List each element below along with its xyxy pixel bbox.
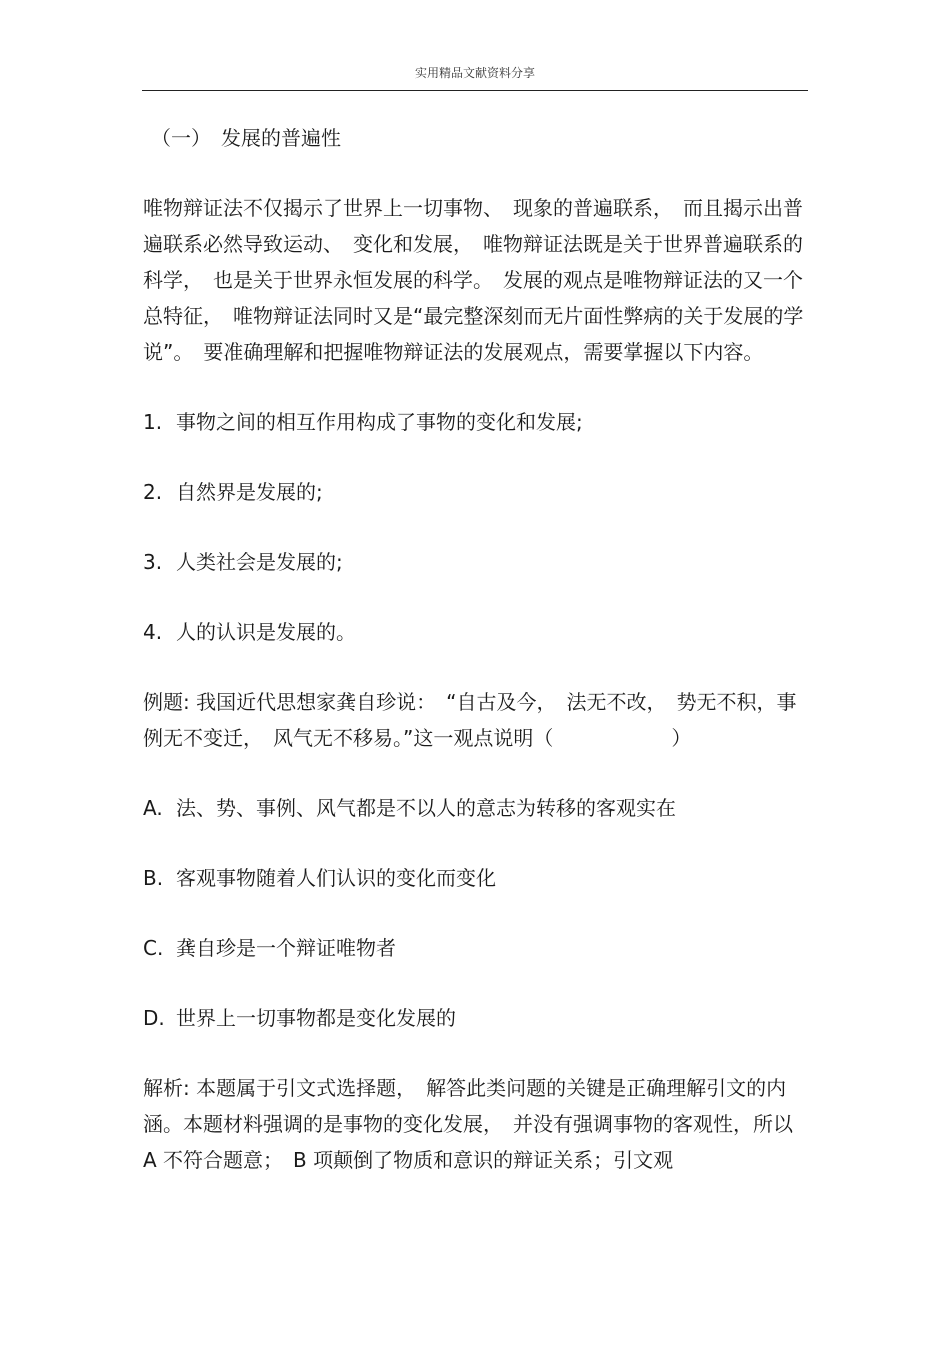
option-text: 法、势、事例、风气都是不以人的意志为转移的客观实在 xyxy=(176,796,676,820)
option-c xyxy=(143,930,808,966)
list-item xyxy=(143,474,808,510)
list-item-text: 人类社会是发展的; xyxy=(176,550,343,574)
option-b xyxy=(143,860,808,896)
option-label: A. xyxy=(143,796,163,820)
option-text: 客观事物随着人们认识的变化而变化 xyxy=(176,866,496,890)
option-label: C. xyxy=(143,936,164,960)
list-item-text: 人的认识是发展的。 xyxy=(176,620,356,644)
list-item xyxy=(143,614,808,650)
list-item xyxy=(143,404,808,440)
analysis-paragraph: 解析: 本题属于引文式选择题， 解答此类问题的关键是正确理解引文的内涵。本题材料强调的是事物的变化发展， 并没有强调事物的客观性，所以 A 不符合题意； B 项颠倒了物质和意识的辩证关系；引文观 xyxy=(143,1076,813,1172)
list-item-number: 1. xyxy=(143,410,163,434)
intro-paragraph: 唯物辩证法不仅揭示了世界上一切事物、 现象的普遍联系， 而且揭示出普遍联系必然导致运动、 变化和发展， 唯物辩证法既是关于世界普遍联系的科学， 也是关于世界永恒发展的科学。 发展的观点是唯物辩证法的又一个总特征， 唯物辩证法同时又是“最完整深刻而无片面性弊病的关于发展的学说”。 要准确理解和把握唯物辩证法的发展观点，需要掌握以下内容。 xyxy=(143,196,804,364)
option-a xyxy=(143,790,808,826)
section-title: （一） 发展的普遍性 xyxy=(151,126,341,150)
example-question-text: 例题: 我国近代思想家龚自珍说： “自古及今， 法无不改， 势无不积，事例无不变迁， 风气无不移易。”这一观点说明（ xyxy=(143,690,797,750)
list-item-number: 4. xyxy=(143,620,163,644)
example-question-close: ） xyxy=(671,726,692,750)
option-text: 龚自珍是一个辩证唯物者 xyxy=(176,936,396,960)
option-label: D. xyxy=(143,1006,165,1030)
list-item-number: 2. xyxy=(143,480,163,504)
option-label: B. xyxy=(143,866,164,890)
list-item-text: 事物之间的相互作用构成了事物的变化和发展; xyxy=(176,410,583,434)
document-body xyxy=(143,120,813,1178)
list-item-number: 3. xyxy=(143,550,163,574)
page-header: 实用精品文献资料分享 xyxy=(414,66,535,80)
example-question xyxy=(143,684,808,756)
option-d xyxy=(143,1000,808,1036)
header-rule xyxy=(142,90,808,91)
list-item-text: 自然界是发展的; xyxy=(176,480,323,504)
list-item xyxy=(143,544,808,580)
option-text: 世界上一切事物都是变化发展的 xyxy=(176,1006,456,1030)
